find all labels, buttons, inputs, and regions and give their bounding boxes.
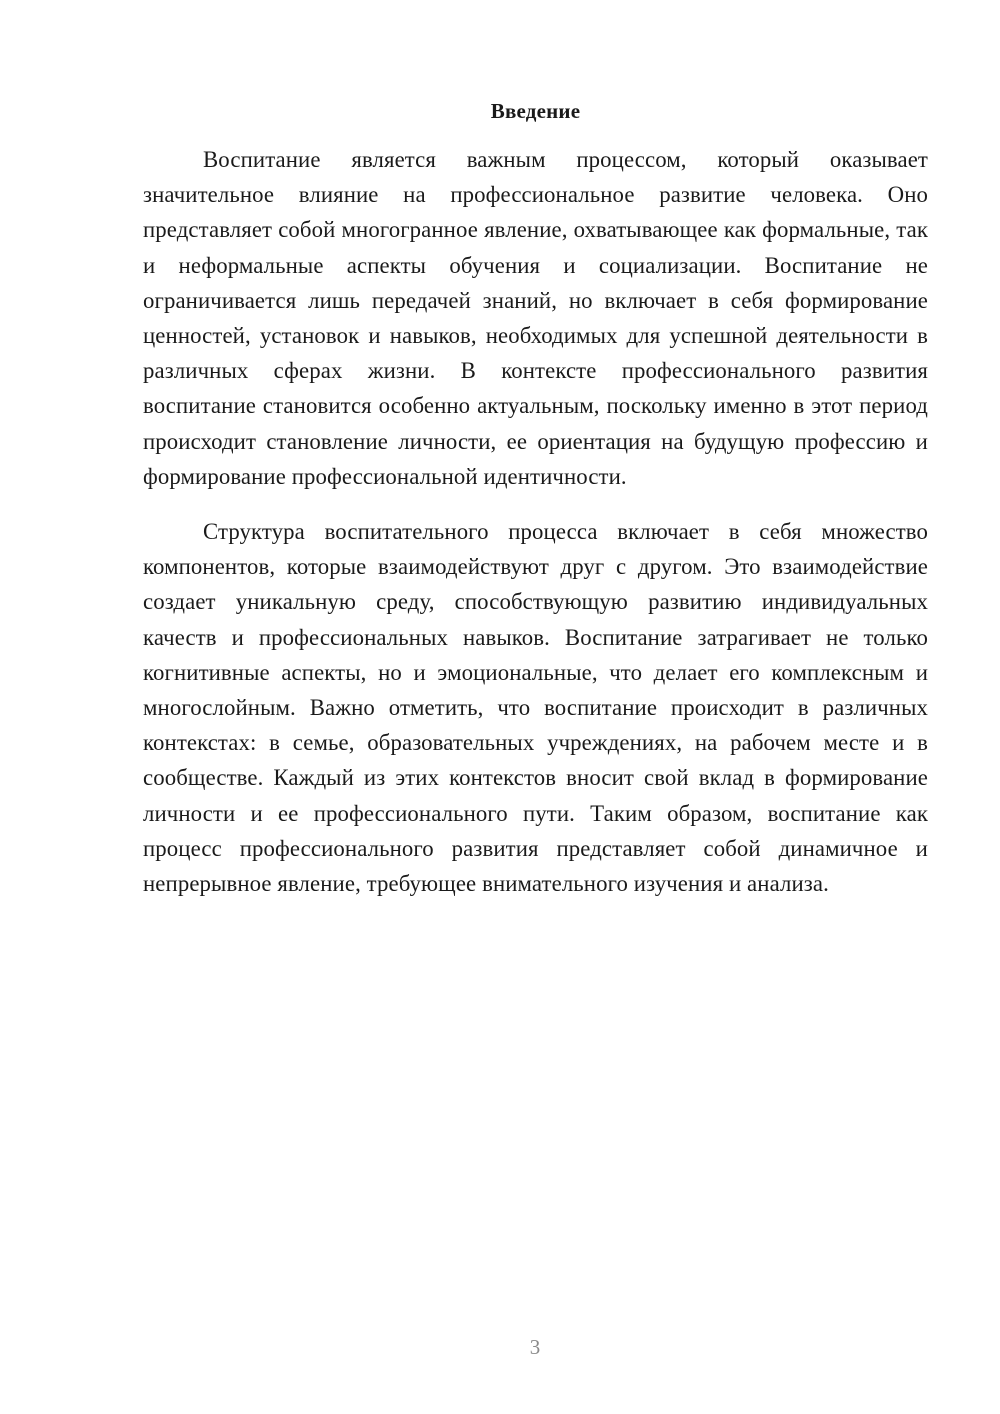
section-title: Введение — [490, 99, 581, 123]
page-number: 3 — [529, 1335, 541, 1359]
paragraph-1: Воспитание является важным процессом, который оказывает значительное влияние на профессиональное развитие человека. Оно представляет собой многогранное явление, охватывающее как формальные, так и неформальные аспекты обучения и социализации. Воспитание не ограничивается лишь передачей знаний, но включает в себя формирование ценностей, установок и навыков, необходимых для успешной деятельности в различных сферах жизни. В контексте профессионального развития воспитание становится особенно актуальным, поскольку именно в этот период происходит становление личности, ее ориентация на будущую профессию и формирование профессиональной идентичности. — [143, 147, 928, 489]
document-body — [143, 142, 928, 901]
paragraph-2: Структура воспитательного процесса включает в себя множество компонентов, которые взаимодействуют друг с другом. Это взаимодействие создает уникальную среду, способствующую развитию индивидуальных качеств и профессиональных навыков. Воспитание затрагивает не только когнитивные аспекты, но и эмоциональные, что делает его комплексным и многослойным. Важно отметить, что воспитание происходит в различных контекстах: в семье, образовательных учреждениях, на рабочем месте и в сообществе. Каждый из этих контекстов вносит свой вклад в формирование личности и ее профессионального пути. Таким образом, воспитание как процесс профессионального развития представляет собой динамичное и непрерывное явление, требующее внимательного изучения и анализа. — [143, 519, 928, 897]
